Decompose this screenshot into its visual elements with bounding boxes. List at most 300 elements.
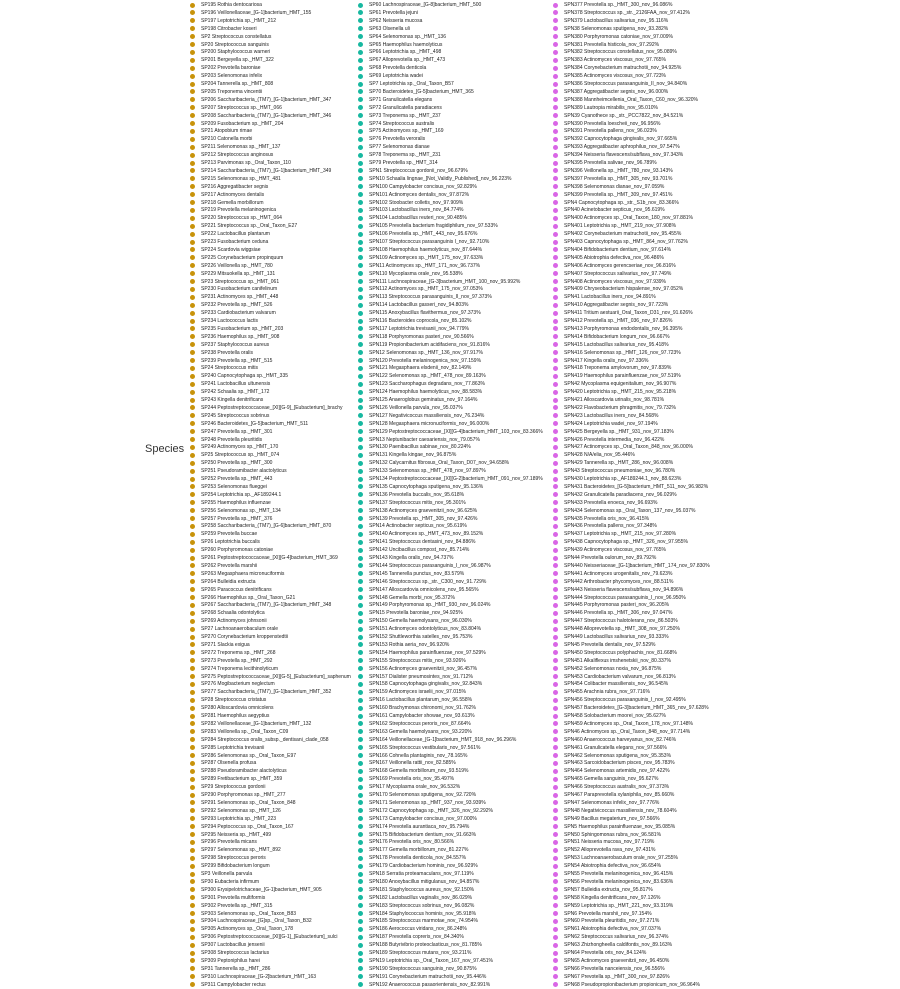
legend-marker: [358, 690, 363, 695]
legend-label: SPN410 Aggregatibacter segnis_nov_97.723%: [564, 302, 669, 309]
legend-label: SPN455 Arachnia rubra_nov_97.716%: [564, 689, 650, 696]
legend-label: SPN15 Prevotella baroniae_nov_94.925%: [369, 610, 463, 617]
legend-marker: [358, 358, 363, 363]
legend-label: SPN134 Peptostreptococcaceae_[XI][G-2]bacterium_HMT_091_nov_97.189%: [369, 476, 543, 482]
legend-label: SPN39 Cyanothece sp._str._PCC7822_nov_84.521%: [564, 112, 684, 119]
legend-label: SPN390 Prevotella loescheii_nov_96.956%: [564, 120, 661, 127]
legend-label: SPN438 Capnocytophaga sp._HMT_326_nov_97.955%: [564, 539, 688, 546]
legend-label: SP284 Streptococcus oralis_subsp._dentisani_clade_058: [201, 736, 329, 743]
legend-marker: [190, 382, 195, 387]
legend-marker: [358, 66, 363, 71]
legend-label: SP7 Leptotrichia sp._Oral_Taxon_B57: [369, 81, 454, 87]
legend-marker: [358, 247, 363, 252]
legend-marker: [358, 145, 363, 150]
legend-marker: [358, 469, 363, 474]
legend-marker: [553, 89, 558, 94]
legend-marker: [553, 879, 558, 884]
legend-marker: [553, 927, 558, 932]
legend-marker: [190, 856, 195, 861]
legend-marker: [358, 484, 363, 489]
legend-label: SPN405 Abiotrophia defectiva_nov_96.486%: [564, 254, 664, 261]
legend-marker: [358, 785, 363, 790]
legend-label: SPN110 Mycoplasma orale_nov_95.538%: [369, 270, 463, 277]
legend-label: SP217 Actinomyces dentalis: [201, 191, 265, 198]
legend-label: SPN160 Brachymonas chironomi_nov_91.762%: [369, 705, 477, 712]
legend-label: SPN47 Selenomonas infelix_nov_97.776%: [564, 799, 660, 806]
legend-marker: [358, 903, 363, 908]
legend-label: SPN179 Cardiobacterium hominis_nov_96.929%: [369, 863, 478, 870]
legend-label: SPN118 Porphyromonas pasteri_nov_90.566%: [369, 333, 474, 340]
legend-marker: [358, 429, 363, 434]
legend-label: SPN181 Staphylococcus aureus_nov_92.150%: [369, 886, 475, 893]
legend-marker: [553, 168, 558, 173]
legend-label: SPN168 Gemella morbillorum_nov_93.519%: [369, 768, 469, 775]
legend-label: SPN408 Actinomyces viscosus_nov_97.939%: [564, 278, 667, 285]
legend-marker: [553, 895, 558, 900]
legend-label: SP200 Staphylococcus warneri: [201, 49, 271, 56]
legend-marker: [358, 10, 363, 15]
legend-label: SP224 Scardovia wiggsiae: [201, 246, 261, 253]
legend-label: SPN57 Bulleidia extructa_nov_95.817%: [564, 886, 653, 893]
legend-label: SPN420 Leptotrichia sp._HMT_215_nov_95.218%: [564, 389, 677, 396]
legend-label: SP259 Prevotella buccae: [201, 531, 258, 538]
legend-marker: [358, 982, 363, 987]
legend-marker: [358, 137, 363, 142]
legend-label: SP250 Prevotella sp._HMT_300: [201, 460, 273, 467]
legend-marker: [358, 832, 363, 837]
legend-marker: [358, 532, 363, 537]
legend-label: SP281 Haemophilus aegyptius: [201, 713, 270, 719]
legend-marker: [553, 492, 558, 497]
legend-marker: [190, 18, 195, 23]
legend-marker: [553, 966, 558, 971]
legend-marker: [358, 129, 363, 134]
legend-marker: [358, 3, 363, 8]
legend-marker: [553, 793, 558, 798]
legend-label: SP71 Granulicatella elegans: [369, 96, 433, 103]
legend-label: SP243 Kingella denitrificans: [201, 397, 264, 403]
legend-marker: [358, 919, 363, 924]
legend-label: SP298 Streptococcus peroris: [201, 855, 266, 862]
legend-marker: [358, 350, 363, 355]
legend-marker: [358, 951, 363, 956]
legend-marker: [553, 113, 558, 118]
legend-marker: [553, 429, 558, 434]
legend-marker: [190, 105, 195, 110]
legend-marker: [553, 271, 558, 276]
legend-marker: [190, 650, 195, 655]
legend-label: SPN401 Leptotrichia sp._HMT_219_nov_97.908%: [564, 223, 677, 230]
legend-label: SPN403 Capnocytophaga sp._HMT_864_nov_97.762%: [564, 239, 688, 245]
legend-marker: [553, 97, 558, 102]
legend-marker: [358, 887, 363, 892]
legend-marker: [190, 176, 195, 181]
legend-label: SPN68 Pseudopropionibacterium propionicum_nov_96.964%: [564, 981, 700, 988]
legend-label: SPN384 Corynebacterium matruchotii_nov_94.925%: [564, 65, 682, 72]
legend-marker: [553, 74, 558, 79]
legend-marker: [553, 800, 558, 805]
legend-label: SPN123 Saccharophagus degradans_nov_77.863%: [369, 381, 485, 388]
legend-marker: [190, 200, 195, 205]
legend-marker: [190, 508, 195, 513]
legend-marker: [553, 690, 558, 695]
legend-marker: [190, 500, 195, 505]
legend-marker: [553, 698, 558, 703]
legend-label: SP30 Eubacteria infirmum: [201, 878, 260, 885]
legend-marker: [358, 105, 363, 110]
legend-label: SP76 Prevotella veroralis: [369, 136, 426, 143]
legend-marker: [358, 216, 363, 221]
legend-marker: [553, 753, 558, 758]
legend-marker: [358, 895, 363, 900]
legend-label: SP77 Selenomonas dianae: [369, 144, 430, 151]
legend-marker: [358, 816, 363, 821]
legend-marker: [190, 437, 195, 442]
legend-label: SP63 Olsenella uli: [369, 25, 410, 32]
legend-label: SP269 Actinomyces johnsonii: [201, 618, 267, 625]
legend-marker: [553, 935, 558, 940]
legend-label: SP221 Streptococcus sp._Oral_Taxon_E27: [201, 223, 298, 230]
legend-marker: [190, 658, 195, 663]
legend-label: SPN450 Streptococcus polyphachis_nov_81.668%: [564, 649, 677, 656]
legend-label: SPN112 Actinomyces sp._HMT_175_nov_97.053%: [369, 286, 483, 293]
legend-marker: [358, 461, 363, 466]
legend-label: SPN152 Shuttleworthia satelles_nov_95.753%: [369, 634, 473, 640]
legend-label: SPN456 Streptococcus parasanguinis_I_nov_92.495%: [564, 697, 686, 704]
legend-label: SPN166 Cohnella plantaginis_nov_78.165%: [369, 752, 468, 759]
legend-marker: [358, 413, 363, 418]
legend-label: SPN175 Bifidobacterium dentium_nov_91.663%: [369, 831, 477, 838]
legend-marker: [358, 58, 363, 63]
legend-label: SP306 Peptostreptococcaceae_[XI][G-1]_[Eubacterium]_sulci: [201, 934, 338, 941]
legend-marker: [553, 34, 558, 39]
legend-label: SP302 Prevotella sp._HMT_315: [201, 902, 273, 909]
legend-marker: [553, 761, 558, 766]
legend-marker: [190, 311, 195, 316]
legend-label: SP275 Peptostreptococcaceae_[XI][G-5]_[Eubacterium]_saphenum: [201, 673, 351, 680]
legend-marker: [553, 627, 558, 632]
legend-marker: [358, 492, 363, 497]
legend-marker: [190, 808, 195, 813]
legend-marker: [190, 184, 195, 189]
legend-marker: [358, 168, 363, 173]
legend-label: SPN104 Lactobacillus reuteri_nov_90.485%: [369, 215, 467, 222]
legend-marker: [553, 50, 558, 55]
legend-label: SPN177 Gemella morbillorum_nov_81.227%: [369, 847, 469, 854]
legend-marker: [358, 390, 363, 395]
legend-marker: [358, 200, 363, 205]
legend-marker: [358, 295, 363, 300]
legend-marker: [553, 255, 558, 260]
legend-marker: [553, 279, 558, 284]
legend-label: SP244 Peptostreptococcaceae_[XI][G-9]_[Eubacterium]_brachy: [201, 404, 343, 411]
legend-marker: [553, 374, 558, 379]
legend-marker: [553, 524, 558, 529]
legend-marker: [190, 421, 195, 426]
legend-label: SPN188 Butyrivibrio proteoclasticus_nov_81.785%: [369, 942, 482, 949]
legend-marker: [553, 824, 558, 829]
legend-label: SPN393 Aggregatibacter aphrophilus_nov_97.547%: [564, 144, 680, 151]
legend-marker: [553, 421, 558, 426]
legend-label: SP309 Peptoniphilus harei: [201, 957, 260, 964]
legend-marker: [553, 453, 558, 458]
legend-marker: [190, 208, 195, 213]
legend-marker: [190, 682, 195, 687]
legend-marker: [190, 366, 195, 371]
legend-label: SPN62 Streptococcus salivarius_nov_96.374%: [564, 934, 669, 941]
legend-label: SPN424 Leptotrichia wadei_nov_97.194%: [564, 420, 658, 427]
legend-marker: [358, 334, 363, 339]
legend-marker: [358, 303, 363, 308]
legend-marker: [190, 785, 195, 790]
legend-label: SPN67 Prevotella sp._HMT_300_nov_97.826%: [564, 973, 670, 980]
legend-marker: [190, 556, 195, 561]
legend-label: SPN108 Haemophilus haemolyticus_nov_87.644%: [369, 246, 483, 253]
legend-marker: [358, 208, 363, 213]
legend-marker: [358, 240, 363, 245]
legend-marker: [190, 429, 195, 434]
legend-marker: [553, 224, 558, 229]
legend-label: SPN150 Gemella haemolysans_nov_96.030%: [369, 618, 472, 625]
legend-marker: [553, 184, 558, 189]
legend-marker: [190, 627, 195, 632]
legend-label: SP225 Corynebacterium propinquum: [201, 254, 284, 261]
legend-marker: [553, 3, 558, 8]
legend-marker: [553, 477, 558, 482]
legend-marker: [358, 121, 363, 126]
legend-label: SPN467 Paraprevotella xylaniphila_nov_85.660%: [564, 792, 675, 798]
legend-marker: [190, 563, 195, 568]
legend-marker: [553, 919, 558, 924]
legend-label: SPN17 Mycoplasma orale_nov_96.532%: [369, 784, 461, 791]
legend-label: SPN131 Kingella kingae_nov_96.875%: [369, 452, 457, 459]
legend-label: SPN54 Abiotrophia defectiva_nov_96.654%: [564, 863, 662, 870]
legend-label: SPN396 Veillonella sp._HMT_780_nov_93.143%: [564, 167, 673, 174]
legend-marker: [190, 619, 195, 624]
legend-marker: [190, 706, 195, 711]
legend-label: SPN444 Streptococcus parasanguinis_I_nov_96.950%: [564, 594, 686, 601]
legend-label: SP235 Fusobacterium sp._HMT_203: [201, 325, 284, 332]
legend-marker: [190, 224, 195, 229]
legend-label: SP61 Prevotella jejuni: [369, 9, 418, 16]
legend-marker: [190, 911, 195, 916]
legend-label: SP290 Porphyromonas sp._HMT_277: [201, 792, 286, 798]
legend-label: SPN155 Streptococcus mitis_nov_93.926%: [369, 657, 466, 664]
legend-marker: [190, 469, 195, 474]
legend-label: SPN111 Lachnospiraceae_[G-3]bacterium_HMT_100_nov_95.992%: [369, 278, 521, 285]
legend-marker: [553, 303, 558, 308]
legend-label: SPN440 Neisseriaceae_[G-1]bacterium_HMT_174_nov_97.830%: [564, 562, 710, 569]
legend-marker: [190, 824, 195, 829]
legend-label: SPN458 Solobacterium moorei_nov_95.627%: [564, 713, 667, 719]
legend-label: SPN435 Prevotella oris_nov_96.415%: [564, 515, 650, 522]
legend-label: SPN404 Bifidobacterium dentium_nov_97.614%: [564, 246, 672, 253]
legend-marker: [190, 129, 195, 134]
legend-label: SP215 Selenomonas sp._HMT_481: [201, 175, 281, 182]
legend-label: SP299 Bifidobacterium longum: [201, 863, 270, 870]
legend-marker: [553, 737, 558, 742]
legend-label: SP293 Leptotrichia sp._HMT_223: [201, 815, 277, 822]
legend-label: SP276 Mogibacterium neglectum: [201, 681, 275, 688]
legend-label: SPN171 Selenomonas sp._HMT_937_nov_93.939%: [369, 799, 486, 806]
legend-label: SP207 Streptococcus sp._HMT_066: [201, 104, 282, 111]
legend-label: SP231 Actinomyces sp._HMT_448: [201, 294, 279, 301]
legend-label: SP254 Leptotrichia sp._AF189244.1: [201, 491, 282, 498]
legend-label: SPN49 Bacillus megaterium_nov_97.566%: [564, 815, 660, 822]
legend-marker: [553, 311, 558, 316]
legend-marker: [358, 224, 363, 229]
legend-marker: [358, 398, 363, 403]
legend-label: SPN184 Staphylococcus hominis_nov_95.918%: [369, 910, 477, 917]
legend-label: SPN453 Cardiobacterium valvarum_nov_96.813%: [564, 673, 676, 680]
legend-marker: [553, 405, 558, 410]
legend-label: SPN19 Leptotrichia sp._Oral_Taxon_167_nov_97.451%: [369, 957, 493, 964]
legend-label: SP216 Aggregatibacter segnis: [201, 183, 269, 190]
legend-marker: [190, 816, 195, 821]
legend-marker: [553, 619, 558, 624]
legend-marker: [553, 785, 558, 790]
legend-marker: [553, 516, 558, 521]
legend-label: SPN158 Capnocytophaga gingivalis_nov_92.843%: [369, 681, 483, 688]
legend-label: SP3 Veillonella parvula: [201, 871, 253, 877]
legend-label: SPN381 Prevotella histicola_nov_97.292%: [564, 41, 660, 48]
legend-marker: [358, 627, 363, 632]
legend-marker: [553, 105, 558, 110]
legend-label: SPN65 Actinomyces graevenitzii_nov_96.450%: [564, 957, 670, 964]
legend-label: SP263 Megasphaera micronuciformis: [201, 570, 285, 577]
legend-marker: [190, 958, 195, 963]
legend-marker: [553, 358, 558, 363]
legend-label: SPN441 Actinomyces urogenitalis_nov_79.623%: [564, 570, 673, 577]
legend-marker: [190, 927, 195, 932]
legend-label: SP287 Olsenella profusa: [201, 760, 257, 767]
legend-marker: [190, 919, 195, 924]
legend-label: SPN411 Tritium aestuarii_Oral_Taxon_D31_nov_91.626%: [564, 310, 693, 317]
legend-marker: [553, 263, 558, 268]
legend-marker: [358, 611, 363, 616]
legend-label: SPN187 Prevotella copreris_nov_84.340%: [369, 934, 464, 941]
legend-label: SPN461 Granulicatella elegans_nov_97.566%: [564, 744, 667, 751]
legend-marker: [190, 595, 195, 600]
legend-label: SPN40 Acinetobacter septicus_nov_95.619%: [564, 207, 665, 214]
legend-label: SPN120 Prevotella melaninogenica_nov_97.159%: [369, 357, 482, 364]
legend-label: SPN60 Prevotella pleuritidis_nov_97.271%: [564, 918, 660, 925]
legend-label: SPN156 Actinomyces graevenitzii_nov_96.457%: [369, 665, 478, 672]
legend-marker: [358, 587, 363, 592]
legend-marker: [553, 153, 558, 158]
legend-label: SPN189 Streptococcus mutans_nov_93.211%: [369, 950, 472, 956]
legend-label: SPN398 Selenomonas dianae_nov_97.059%: [564, 183, 665, 190]
legend-label: SPN431 Bacteroidetes_[G-5]bacterium_HMT_511_nov_96.982%: [564, 483, 709, 490]
legend-marker: [190, 516, 195, 521]
legend-marker: [553, 532, 558, 537]
legend-label: SP20 Streptococcus sanguinis: [201, 41, 269, 48]
legend-label: SP286 Selenomonas sp._Oral_Taxon_E97: [201, 752, 297, 759]
legend-marker: [190, 453, 195, 458]
legend-label: SPN124 Haemophilus haemolyticus_nov_88.583%: [369, 389, 483, 396]
legend-marker: [358, 698, 363, 703]
legend-label: SPN407 Streptococcus salivarius_nov_97.749%: [564, 270, 672, 277]
legend-label: SPN144 Streptococcus parasanguinis_I_nov_96.987%: [369, 562, 491, 569]
legend-marker: [190, 398, 195, 403]
legend-marker: [358, 176, 363, 181]
legend-marker: [190, 745, 195, 750]
legend-label: SPN178 Prevotella denticola_nov_84.557%: [369, 855, 467, 862]
legend-marker: [358, 74, 363, 79]
legend-marker: [358, 856, 363, 861]
legend-marker: [190, 832, 195, 837]
legend-label: SPN141 Streptococcus dentasini_nov_84.886%: [369, 539, 476, 546]
legend-marker: [553, 540, 558, 545]
legend-marker: [358, 445, 363, 450]
legend-marker: [358, 153, 363, 158]
legend-marker: [553, 326, 558, 331]
legend-marker: [358, 579, 363, 584]
legend-marker: [553, 721, 558, 726]
legend-label: SP273 Prevotella sp._HMT_292: [201, 657, 273, 664]
legend-marker: [358, 508, 363, 513]
legend-marker: [553, 295, 558, 300]
legend-label: SPN414 Bifidobacterium longum_nov_96.667%: [564, 333, 670, 340]
legend-label: SP234 Lactococcus lactis: [201, 318, 258, 324]
legend-label: SP253 Selenomonas flueggei: [201, 483, 267, 490]
legend-marker: [358, 89, 363, 94]
legend-marker: [190, 161, 195, 166]
legend-label: SPN378 Streptococcus sp._str._2126FAA_nov_97.412%: [564, 9, 690, 16]
legend-marker: [358, 524, 363, 529]
legend-label: SPN130 Paenibacillus sabinae_nov_80.224%: [369, 444, 471, 451]
legend-label: SPN413 Porphyromonas endodontalis_nov_96.395%: [564, 325, 683, 332]
legend-label: SPN180 Anoxybacillus mitigulanus_nov_94.857%: [369, 878, 480, 885]
legend-marker: [553, 642, 558, 647]
legend-label: SPN50 Sphingomonas rubra_nov_96.581%: [564, 831, 662, 838]
legend-marker: [358, 113, 363, 118]
legend-marker: [190, 240, 195, 245]
legend-label: SPN191 Corynebacterium matruchotii_nov_95.446%: [369, 973, 487, 980]
legend-label: SPN451 Alkaliflexus imshenetskii_nov_80.337%: [564, 657, 672, 664]
legend-label: SPN443 Neisseria flavescens/subflava_nov_94.896%: [564, 586, 684, 593]
legend-label: SP291 Selenomonas sp._Oral_Taxon_848: [201, 799, 296, 806]
legend-label: SPN457 Bacteroidetes_[G-3]bacterium_HMT_365_nov_97.628%: [564, 705, 709, 712]
legend-marker: [190, 777, 195, 782]
legend-marker: [358, 271, 363, 276]
legend-label: SPN385 Actinomyces viscosus_nov_97.723%: [564, 73, 667, 80]
legend-marker: [553, 872, 558, 877]
legend-label: SPN161 Campylobacter showae_nov_93.613%: [369, 713, 475, 719]
legend-label: SP274 Treponema lecithinolyticum: [201, 665, 278, 672]
legend-label: SPN434 Selenomonas sp._Oral_Taxon_137_nov_95.037%: [564, 507, 696, 514]
legend-marker: [190, 477, 195, 482]
legend-label: SPN409 Chryseobacterium hispalense_nov_97.052%: [564, 286, 684, 293]
legend-label: SPN165 Streptococcus vestibularis_nov_97.561%: [369, 744, 481, 751]
legend-marker: [190, 279, 195, 284]
legend-label: SPN415 Lactobacillus salivarius_nov_95.418%: [564, 341, 669, 348]
legend-label: SPN128 Megasphaera micronuciformis_nov_96.000%: [369, 420, 490, 427]
legend-label: SP239 Prevotella sp._HMT_515: [201, 357, 273, 364]
legend-label: SPN382 Streptococcus constellatus_nov_95.089%: [564, 49, 677, 56]
legend-marker: [553, 729, 558, 734]
legend-label: SPN448 Alloprevotella sp._HMT_308_nov_97.250%: [564, 626, 680, 633]
legend-label: SPN460 Anaerococcus harveyanus_nov_82.746%: [564, 736, 677, 743]
legend-label: SP69 Leptotrichia wadei: [369, 73, 423, 80]
legend-marker: [190, 271, 195, 276]
legend-marker: [190, 935, 195, 940]
legend-label: SP220 Streptococcus sp._HMT_064: [201, 215, 282, 222]
legend-marker: [190, 358, 195, 363]
legend-marker: [553, 287, 558, 292]
legend-marker: [553, 579, 558, 584]
legend-label: SPN379 Lactobacillus salivarius_nov_95.116%: [564, 17, 669, 24]
